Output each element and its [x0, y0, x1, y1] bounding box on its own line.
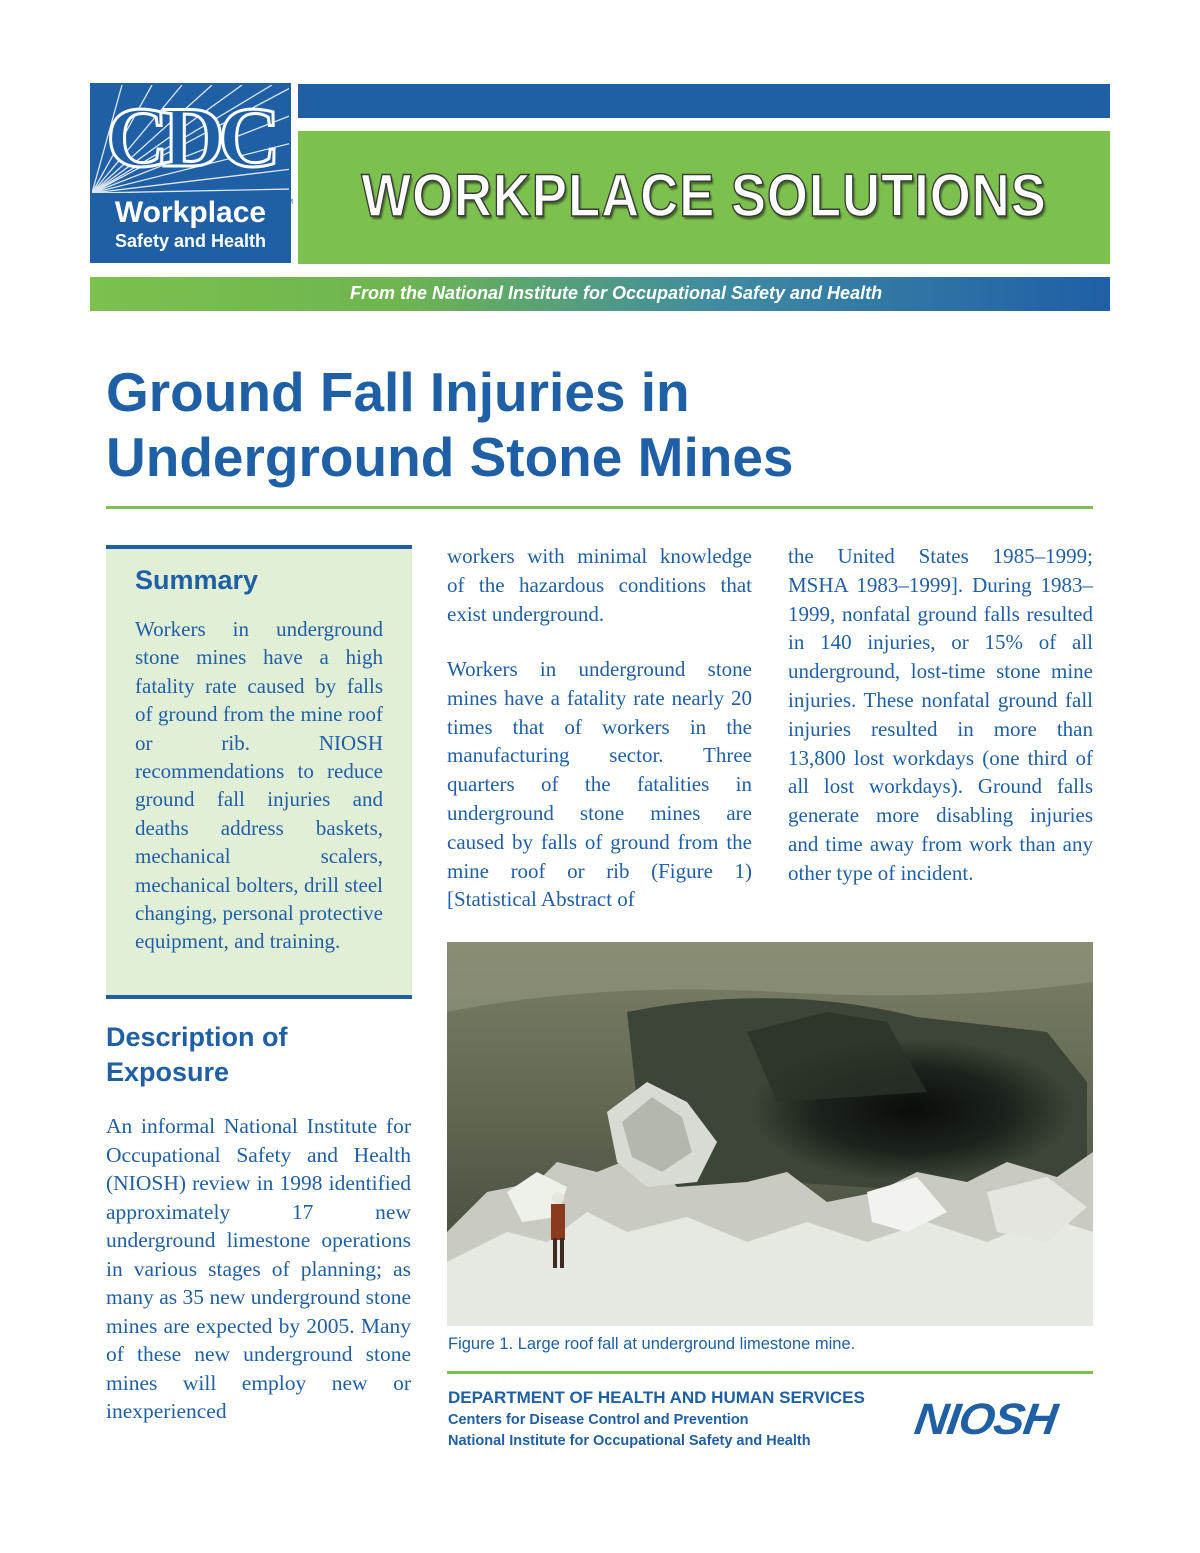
page-title — [106, 360, 794, 490]
trademark-mark: TM — [283, 199, 294, 206]
niosh-logo-text: NIOSH — [911, 1395, 1060, 1444]
description-heading-line2: Exposure — [106, 1057, 230, 1087]
page-title-line2: Underground Stone Mines — [106, 426, 794, 488]
cdc-logo — [90, 83, 294, 263]
summary-box — [106, 545, 412, 999]
cdc-logo-acronym: CDC — [106, 89, 275, 185]
footer-divider — [447, 1371, 1093, 1374]
cdc-logo-safety-health: Safety and Health — [114, 231, 267, 251]
figure-caption: Figure 1. Large roof fall at underground limestone mine. — [448, 1335, 856, 1353]
header-banner — [298, 131, 1110, 264]
summary-text: Workers in underground stone mines have a high fatality rate caused by falls of ground from the mine roof or rib. NIOSH recommendations to reduce ground fall injuries and deaths address baskets, mechanical scalers, mechanical bolters, drill steel changing, personal protective equipment, and training. — [135, 617, 383, 954]
tagline: From the National Institute for Occupational Safety and Health — [350, 283, 883, 303]
banner-title: WORKPLACE SOLUTIONS — [361, 162, 1047, 229]
description-text: An informal National Institute for Occupational Safety and Health (NIOSH) review in 1998 identified approximately 17 new underground limestone operations in various stages of planning; as many as 35 new underground stone mines are expected by 2005. Many of these new underground stone mines will employ new or inexperienced — [106, 1114, 411, 1423]
column3-paragraph1: the United States 1985–1999; MSHA 1983–1999]. During 1983–1999, nonfatal ground falls resulted in 140 injuries, or 15% of all underground, lost-time stone mine injuries. These nonfatal ground fall injuries resulted in more than 13,800 lost workdays (one third of all lost workdays). Ground falls generate more disabling injuries and time away from work than any other type of incident. — [788, 544, 1093, 885]
footer-department: DEPARTMENT OF HEALTH AND HUMAN SERVICES — [448, 1388, 865, 1407]
summary-heading: Summary — [135, 565, 259, 595]
column2-paragraph1: workers with minimal knowledge of the hazardous conditions that exist underground. — [447, 544, 752, 626]
header-blue-bar — [298, 84, 1110, 118]
roof-fall-photo — [447, 942, 1093, 1326]
description-heading-line1: Description of — [106, 1022, 288, 1052]
cdc-logo-workplace: Workplace — [114, 196, 267, 229]
tagline-bar — [90, 277, 1110, 311]
description-heading — [106, 1020, 366, 1090]
column2-paragraph2: Workers in underground stone mines have a fatality rate nearly 20 times that of workers in the manufacturing sector. Three quarters of the fatalities in underground stone mines are caused by falls of ground from the mine roof or rib (Figure 1) [Statistical Abstract of — [447, 657, 752, 912]
footer-niosh: National Institute for Occupational Safety and Health — [448, 1433, 811, 1449]
niosh-logo — [911, 1392, 1095, 1448]
footer-cdc: Centers for Disease Control and Prevention — [448, 1412, 749, 1428]
mine-photo-illustration — [447, 942, 1093, 1326]
title-divider — [106, 506, 1093, 509]
page-title-line1: Ground Fall Injuries in — [106, 361, 690, 423]
